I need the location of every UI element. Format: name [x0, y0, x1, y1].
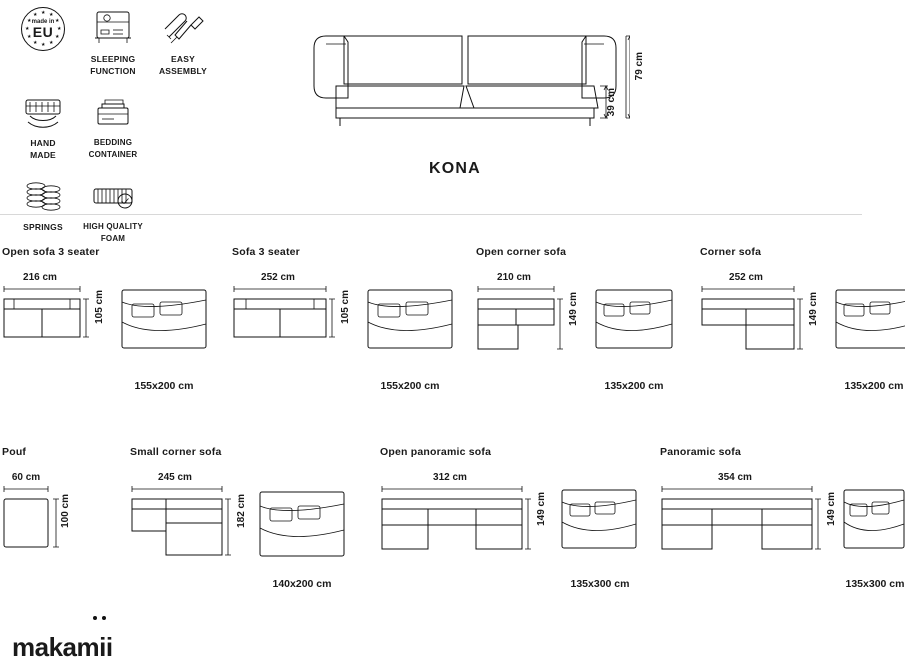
- variant-sofa-3-seater: [232, 246, 440, 392]
- badge-label-bedding-2: CONTAINER: [88, 150, 138, 159]
- badge-label-foam-2: FOAM: [100, 234, 126, 243]
- bedding-container-icon: [91, 90, 135, 136]
- badge-label-made: made in: [31, 19, 55, 25]
- variant-depth: 149 cm: [808, 292, 819, 326]
- badge-label-easy-2: ASSEMBLY: [158, 66, 208, 76]
- badge-hand-made: [8, 90, 78, 160]
- variant-open-sofa-3-seater: [2, 246, 194, 392]
- variant-depth: 100 cm: [60, 494, 71, 528]
- sleeping-function-icon: [91, 6, 135, 52]
- variant-width: 252 cm: [729, 272, 763, 283]
- hand-made-icon: [20, 90, 66, 136]
- variant-width: 354 cm: [718, 472, 752, 483]
- badge-bedding-container: [78, 90, 148, 160]
- hero-sofa-illustration: [300, 8, 645, 148]
- variant-pouf: [2, 446, 72, 557]
- variant-depth: 182 cm: [236, 494, 247, 528]
- variant-width: 245 cm: [158, 472, 192, 483]
- variant-name: Small corner sofa: [130, 446, 222, 458]
- variant-panoramic-sofa: [660, 446, 905, 590]
- badge-easy-assembly: [148, 6, 218, 76]
- variant-bed-size: 135x300 cm: [570, 578, 630, 590]
- badge-high-quality-foam: [78, 174, 148, 244]
- variant-bed-size: 140x200 cm: [272, 578, 332, 590]
- variant-width: 216 cm: [23, 272, 57, 283]
- badge-label-sleeping-2: FUNCTION: [90, 66, 136, 76]
- variant-depth: 149 cm: [536, 492, 547, 526]
- variant-name: Open sofa 3 seater: [2, 246, 100, 258]
- variant-name: Open corner sofa: [476, 246, 567, 258]
- variant-bed-size: 135x300 cm: [845, 578, 905, 590]
- badge-sleeping-function: [78, 6, 148, 76]
- hero-total-height: 79 cm: [634, 52, 645, 81]
- badge-row-3: [8, 174, 218, 244]
- variant-name: Pouf: [2, 446, 27, 458]
- variant-bed-size: 135x200 cm: [604, 380, 664, 392]
- variant-depth: 105 cm: [340, 290, 351, 324]
- brand-name: makamii: [12, 632, 113, 662]
- variant-bed-size: 135x200 cm: [844, 380, 904, 392]
- variant-depth: 149 cm: [568, 292, 579, 326]
- feature-badges: [8, 6, 218, 244]
- badge-label-sleeping-1: SLEEPING: [90, 54, 136, 64]
- variant-width: 312 cm: [433, 472, 467, 483]
- hero-seat-height: 39 cm: [606, 88, 617, 117]
- badge-label-eu: EU: [32, 24, 54, 40]
- variant-open-panoramic-sofa: [380, 446, 630, 590]
- badge-row-1: [8, 6, 218, 76]
- made-in-eu-icon: ★ ★ ★ ★ ★ ★ ★ ★ ★ ★ ★ ★ made in EU: [21, 6, 65, 52]
- badge-label-easy-1: EASY: [171, 54, 195, 64]
- divider: [0, 214, 862, 215]
- variant-bed-size: 155x200 cm: [134, 380, 194, 392]
- badge-label-hand-2: MADE: [30, 150, 56, 160]
- variant-name: Sofa 3 seater: [232, 246, 300, 258]
- variant-width: 252 cm: [261, 272, 295, 283]
- variant-name: Panoramic sofa: [660, 446, 741, 458]
- variant-name: Open panoramic sofa: [380, 446, 492, 458]
- variant-open-corner-sofa: [476, 246, 664, 392]
- badge-label-bedding-1: BEDDING: [93, 138, 133, 147]
- brand-logo: [12, 632, 113, 663]
- variant-bed-size: 155x200 cm: [380, 380, 440, 392]
- variant-width: 210 cm: [497, 272, 531, 283]
- badge-springs: [8, 174, 78, 232]
- variant-depth: 149 cm: [826, 492, 837, 526]
- badge-label-springs: SPRINGS: [23, 222, 63, 232]
- easy-assembly-icon: [161, 6, 205, 52]
- badge-label-foam-1: HIGH QUALITY: [83, 222, 143, 231]
- variant-depth: 105 cm: [94, 290, 105, 324]
- variant-corner-sofa: [700, 246, 904, 392]
- variant-small-corner-sofa: [130, 446, 332, 590]
- badge-made-in-eu: [8, 6, 78, 52]
- variant-width: 60 cm: [11, 472, 41, 483]
- product-title: KONA: [429, 160, 481, 177]
- variant-name: Corner sofa: [700, 246, 762, 258]
- badge-row-2: [8, 90, 218, 160]
- badge-label-hand-1: HAND: [30, 138, 56, 148]
